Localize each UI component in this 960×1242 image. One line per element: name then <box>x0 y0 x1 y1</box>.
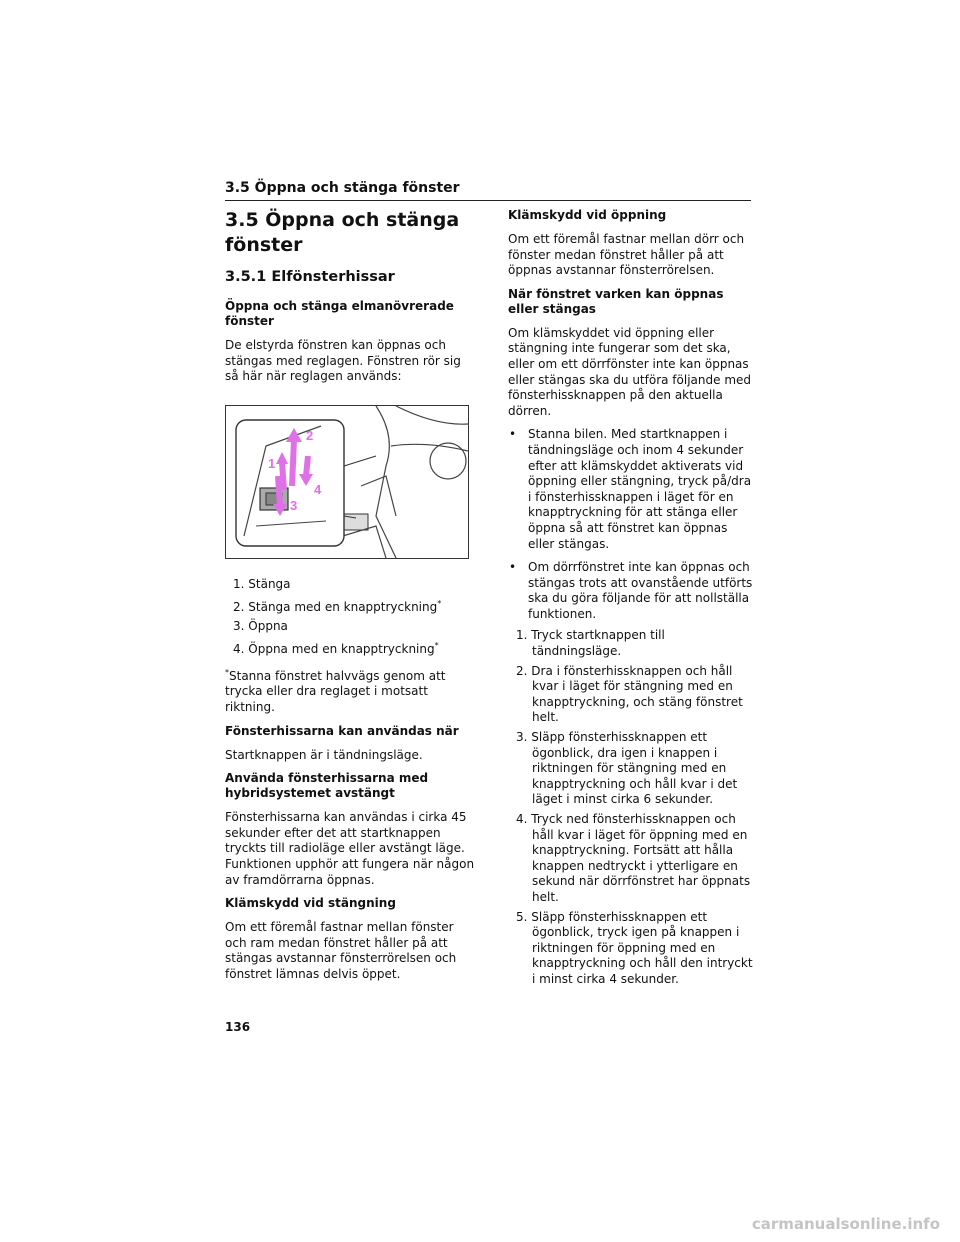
reset-steps-list <box>516 628 756 987</box>
bullet-list <box>508 427 756 987</box>
section-title: 3.5 Öppna och stänga fönster <box>225 209 460 256</box>
arrow-label-4: 4 <box>314 481 322 497</box>
list-item: 5. Släpp fönsterhissknappen ett ögonblick, tryck igen på knappen i riktningen för öppning med en knapptryckning och håll den intryckt i minst cirka 4 sekunder. <box>516 909 753 986</box>
page-number: 136 <box>225 1020 251 1034</box>
heading-pinch-opening: Klämskydd vid öppning <box>508 208 667 222</box>
heading-pinch-closing: Klämskydd vid stängning <box>225 896 396 911</box>
operation-list <box>225 575 475 659</box>
cannot-open-close-text: Om klämskyddet vid öppning eller stängning inte fungerar som det ska, eller om ett dörrfönster inte kan öppnas eller stängas ska du utföra följande med fönsterhissknappen på den aktuella dörren. <box>508 325 752 418</box>
pinch-opening-text: Om ett föremål fastnar mellan dörr och fönster medan fönstret håller på att öppnas avstannar fönsterrörelsen. <box>508 232 745 278</box>
heading-cannot-open-close: När fönstret varken kan öppnas eller stängas <box>508 286 724 316</box>
running-header: 3.5 Öppna och stänga fönster <box>225 180 751 201</box>
list-item: • Stanna bilen. Med startknappen i tändningsläge och inom 4 sekunder efter att klämskyddet aktiverats vid öppning eller stängning, tryck på/dra i fönsterhissknappen i läget för en knapptryckning för att stänga eller öppna så att fönstret kan öppnas eller stängas. <box>509 427 752 551</box>
heading-open-close: Öppna och stänga elmanövrerade fönster <box>225 299 454 328</box>
arrow-label-3: 3 <box>290 497 298 513</box>
list-item: 3. Öppna <box>233 618 288 633</box>
intro-text: De elstyrda fönstren kan öppnas och stängas med reglagen. Fönstren rör sig så här när reglagen används: <box>225 338 461 384</box>
list-item: 2. Dra i fönsterhissknappen och håll kvar i läget för stängning med en knapptryckning, och stäng fönstret helt. <box>516 663 743 725</box>
hybrid-off-text: Fönsterhissarna kan användas i cirka 45 sekunder efter det att startknappen tryckts till radioläge eller avstängt läge. Funktionen upphör att fungera när någon av framdörrarna öppnas. <box>225 810 475 887</box>
right-column <box>508 208 756 996</box>
list-item: 4. Öppna med en knapptryckning* <box>233 640 439 656</box>
list-item: 4. Tryck ned fönsterhissknappen och håll kvar i läget för öppning med en knapptryckning. Fortsätt att hålla knappen nedtryckt i ytterligare en sekund när dörrfönstret har öppnats helt. <box>516 812 751 904</box>
list-item: 2. Stänga med en knapptryckning* <box>233 598 442 614</box>
list-item: 1. Stänga <box>233 576 291 591</box>
arrow-label-1: 1 <box>268 455 276 471</box>
list-item: 3. Släpp fönsterhissknappen ett ögonblick, dra igen i knappen i riktningen för stängning med en knapptryckning och håll kvar i det läget i minst cirka 6 sekunder. <box>516 730 738 807</box>
list-item: 1. Tryck startknappen till tändningsläge. <box>516 628 665 659</box>
window-switch-illustration <box>226 406 468 558</box>
arrow-label-2: 2 <box>306 427 314 443</box>
heading-when-usable: Fönsterhissarna kan användas när <box>225 723 459 738</box>
footnote: *Stanna fönstret halvvägs genom att trycka eller dra reglaget i motsatt riktning. <box>225 667 446 714</box>
heading-hybrid-off: Använda fönsterhissarna med hybridsystemet avstängt <box>225 771 429 801</box>
list-item: • Om dörrfönstret inte kan öppnas och stängas trots att ovanstående utförts ska du göra följande för att nollställa funktionen. 1. Tryck startknappen till tändningsläge. 2. Dra i fönsterhissknappen och håll kvar i läget för stängning med en knapptryckning, och stäng fönstret helt. 3. Släpp fönsterhissknappen ett ögonblick, dra igen i knappen i riktningen för stängning med en knapptryckning och håll kvar i det läget i minst cirka 6 sekunder. 4. Tryck ned fönsterhissknappen och håll kvar i läget för öppning med en knapptryckning. Fortsätt att hålla knappen nedtryckt i ytterligare en sekund när dörrfönstret har öppnats helt. 5. Släpp fönsterhissknappen ett ögonblick, tryck igen på knappen i riktningen för öppning med en knapptryckning och håll den intryckt i minst cirka 4 sekunder. <box>508 560 756 987</box>
when-usable-text: Startknappen är i tändningsläge. <box>225 747 423 762</box>
window-switch-figure <box>225 405 469 559</box>
watermark: carmanualsonline.info <box>751 1215 940 1233</box>
subsection-title: 3.5.1 Elfönsterhissar <box>225 269 395 285</box>
pinch-closing-text: Om ett föremål fastnar mellan fönster och ram medan fönstret håller på att stängas avstannar fönsterrörelsen och fönstret lämnas delvis öppet. <box>225 920 457 981</box>
left-column <box>225 208 475 991</box>
